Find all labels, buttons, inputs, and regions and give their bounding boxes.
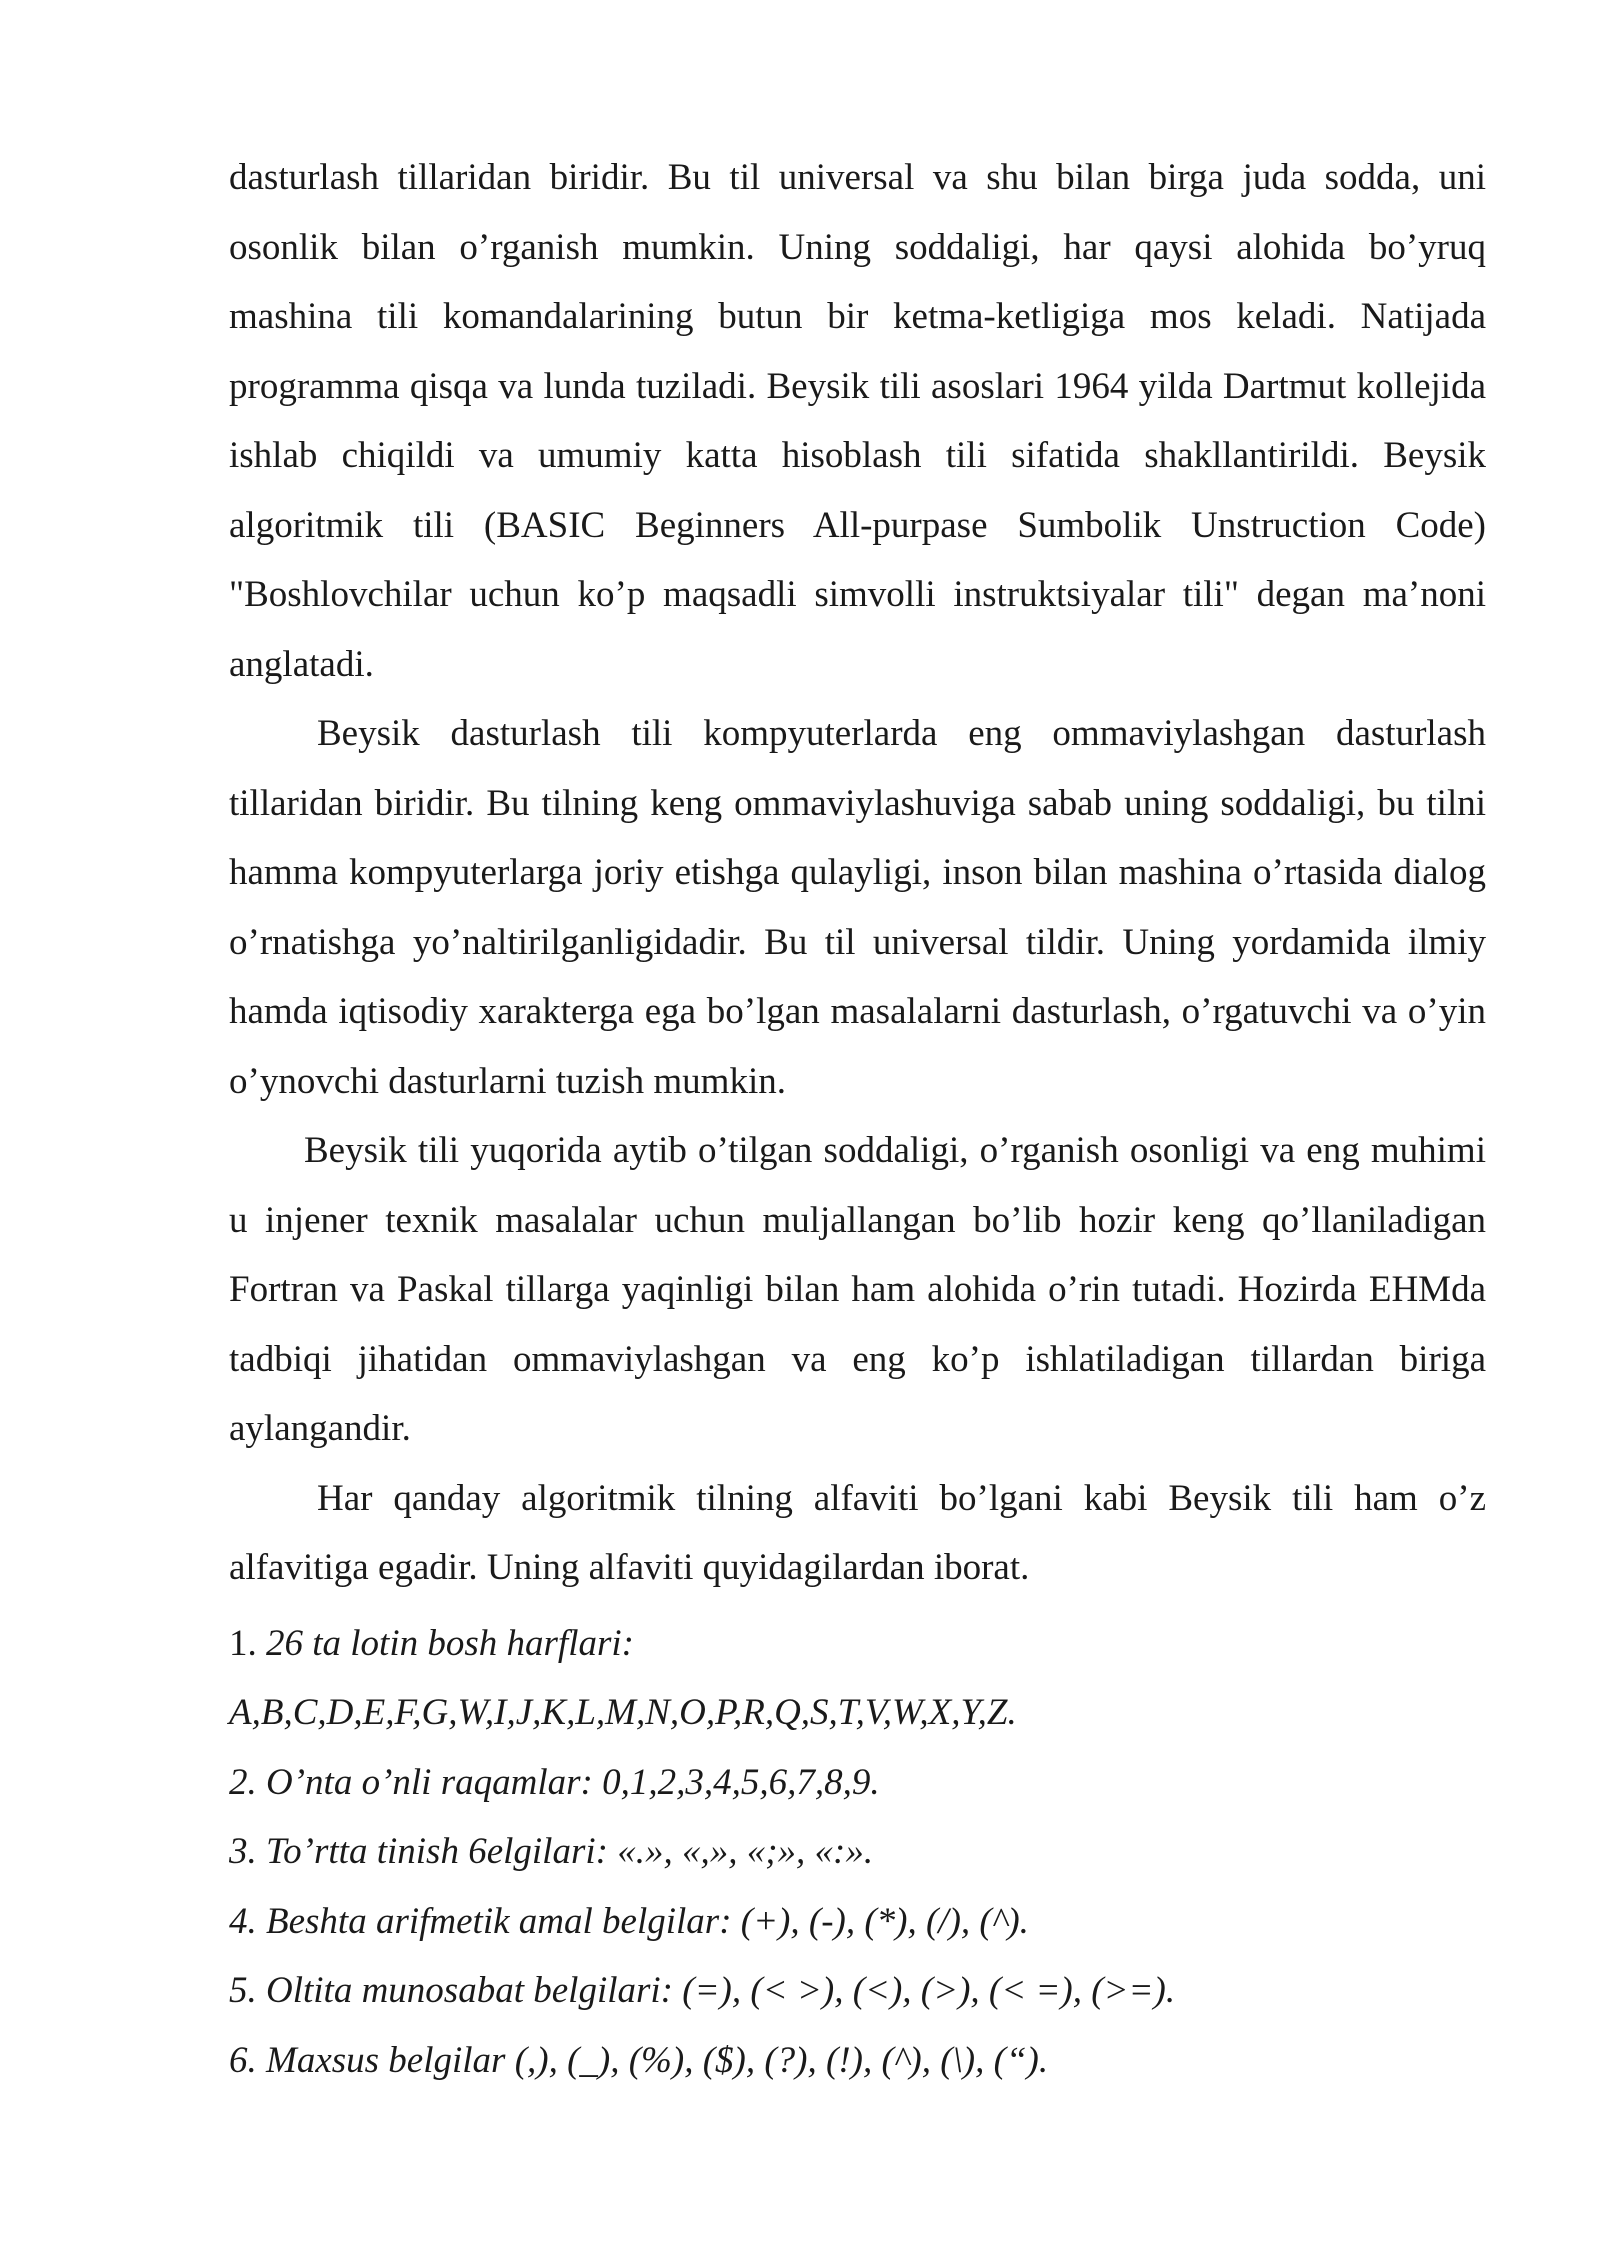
list-item-number: 1. (229, 1622, 266, 1664)
list-item-punctuation: 3. To’rtta tinish 6elgilari: «.», «,», «;», «:». (229, 1831, 874, 1872)
paragraph-basic-intro: dasturlash tillaridan biridir. Bu til universal va shu bilan birga juda sodda, uni osonlik bilan o’rganish mumkin. Uning soddaligi, har qaysi alohida bo’yruq mashina tili komandalarining butun bir ketma-ketligiga mos keladi. Natijada programma qisqa va lunda tuziladi. Beysik tili asoslari 1964 yilda Dartmut kollejida ishlab chiqildi va umumiy katta hisoblash tili sifatida shakllantirildi. Beysik algoritmik tili (BASIC Beginners All-purpase Sumbolik Unstruction Code) "Boshlovchilar uchun ko’p maqsadli simvolli instruktsiyalar tili" degan ma’noni anglatadi. (229, 157, 1486, 685)
list-item-latin-letters-text: 26 ta lotin bosh harflari: (266, 1622, 634, 1664)
list-item-special-signs: 6. Maxsus belgilar (,), (_), (%), ($), (?), (!), (^), (\), (“). (229, 2039, 1049, 2081)
paragraph-alphabet-intro: Har qanday algoritmik tilning alfaviti bo’lgani kabi Beysik tili ham o’z alfavitiga egadir. Uning alfaviti quyidagilardan iborat. (229, 1477, 1486, 1588)
list-item-relation-signs: 5. Oltita munosabat belgilari: (=), (< >), (<), (>), (< =), (>=). (229, 1970, 1176, 2011)
latin-letters-sequence: A,B,C,D,E,F,G,W,I,J,K,L,M,N,O,P,R,Q,S,T,V,W,X,Y,Z. (229, 1692, 1017, 1733)
document-page (229, 143, 1486, 2095)
list-item-arithmetic-signs: 4. Beshta arifmetik amal belgilar: (+), (-), (*), (/), (^). (229, 1900, 1029, 1942)
paragraph-basic-engineering: Beysik tili yuqorida aytib o’tilgan soddaligi, o’rganish osonligi va eng muhimi u injener texnik masalalar uchun muljallangan bo’lib hozir keng qo’llaniladigan Fortran va Paskal tillarga yaqinligi bilan ham alohida o’rin tutadi. Hozirda EHMda tadbiqi jihatidan ommaviylashgan va eng ko’p ishlatiladigan tillardan biriga aylangandir. (229, 1130, 1486, 1449)
list-item-latin-letters (229, 1609, 1486, 1679)
list-item-digits: 2. O’nta o’nli raqamlar: 0,1,2,3,4,5,6,7,8,9. (229, 1761, 880, 1803)
paragraph-basic-popularity: Beysik dasturlash tili kompyuterlarda eng ommaviylashgan dasturlash tillaridan biridir. Bu tilning keng ommaviylashuviga sabab uning soddaligi, bu tilni hamma kompyuterlarga joriy etishga qulayligi, inson bilan mashina o’rtasida dialog o’rnatishga yo’naltirilganligidadir. Bu til universal tildir. Uning yordamida ilmiy hamda iqtisodiy xarakterga ega bo’lgan masalalarni dasturlash, o’rgatuvchi va o’yin o’ynovchi dasturlarni tuzish mumkin. (229, 713, 1486, 1102)
